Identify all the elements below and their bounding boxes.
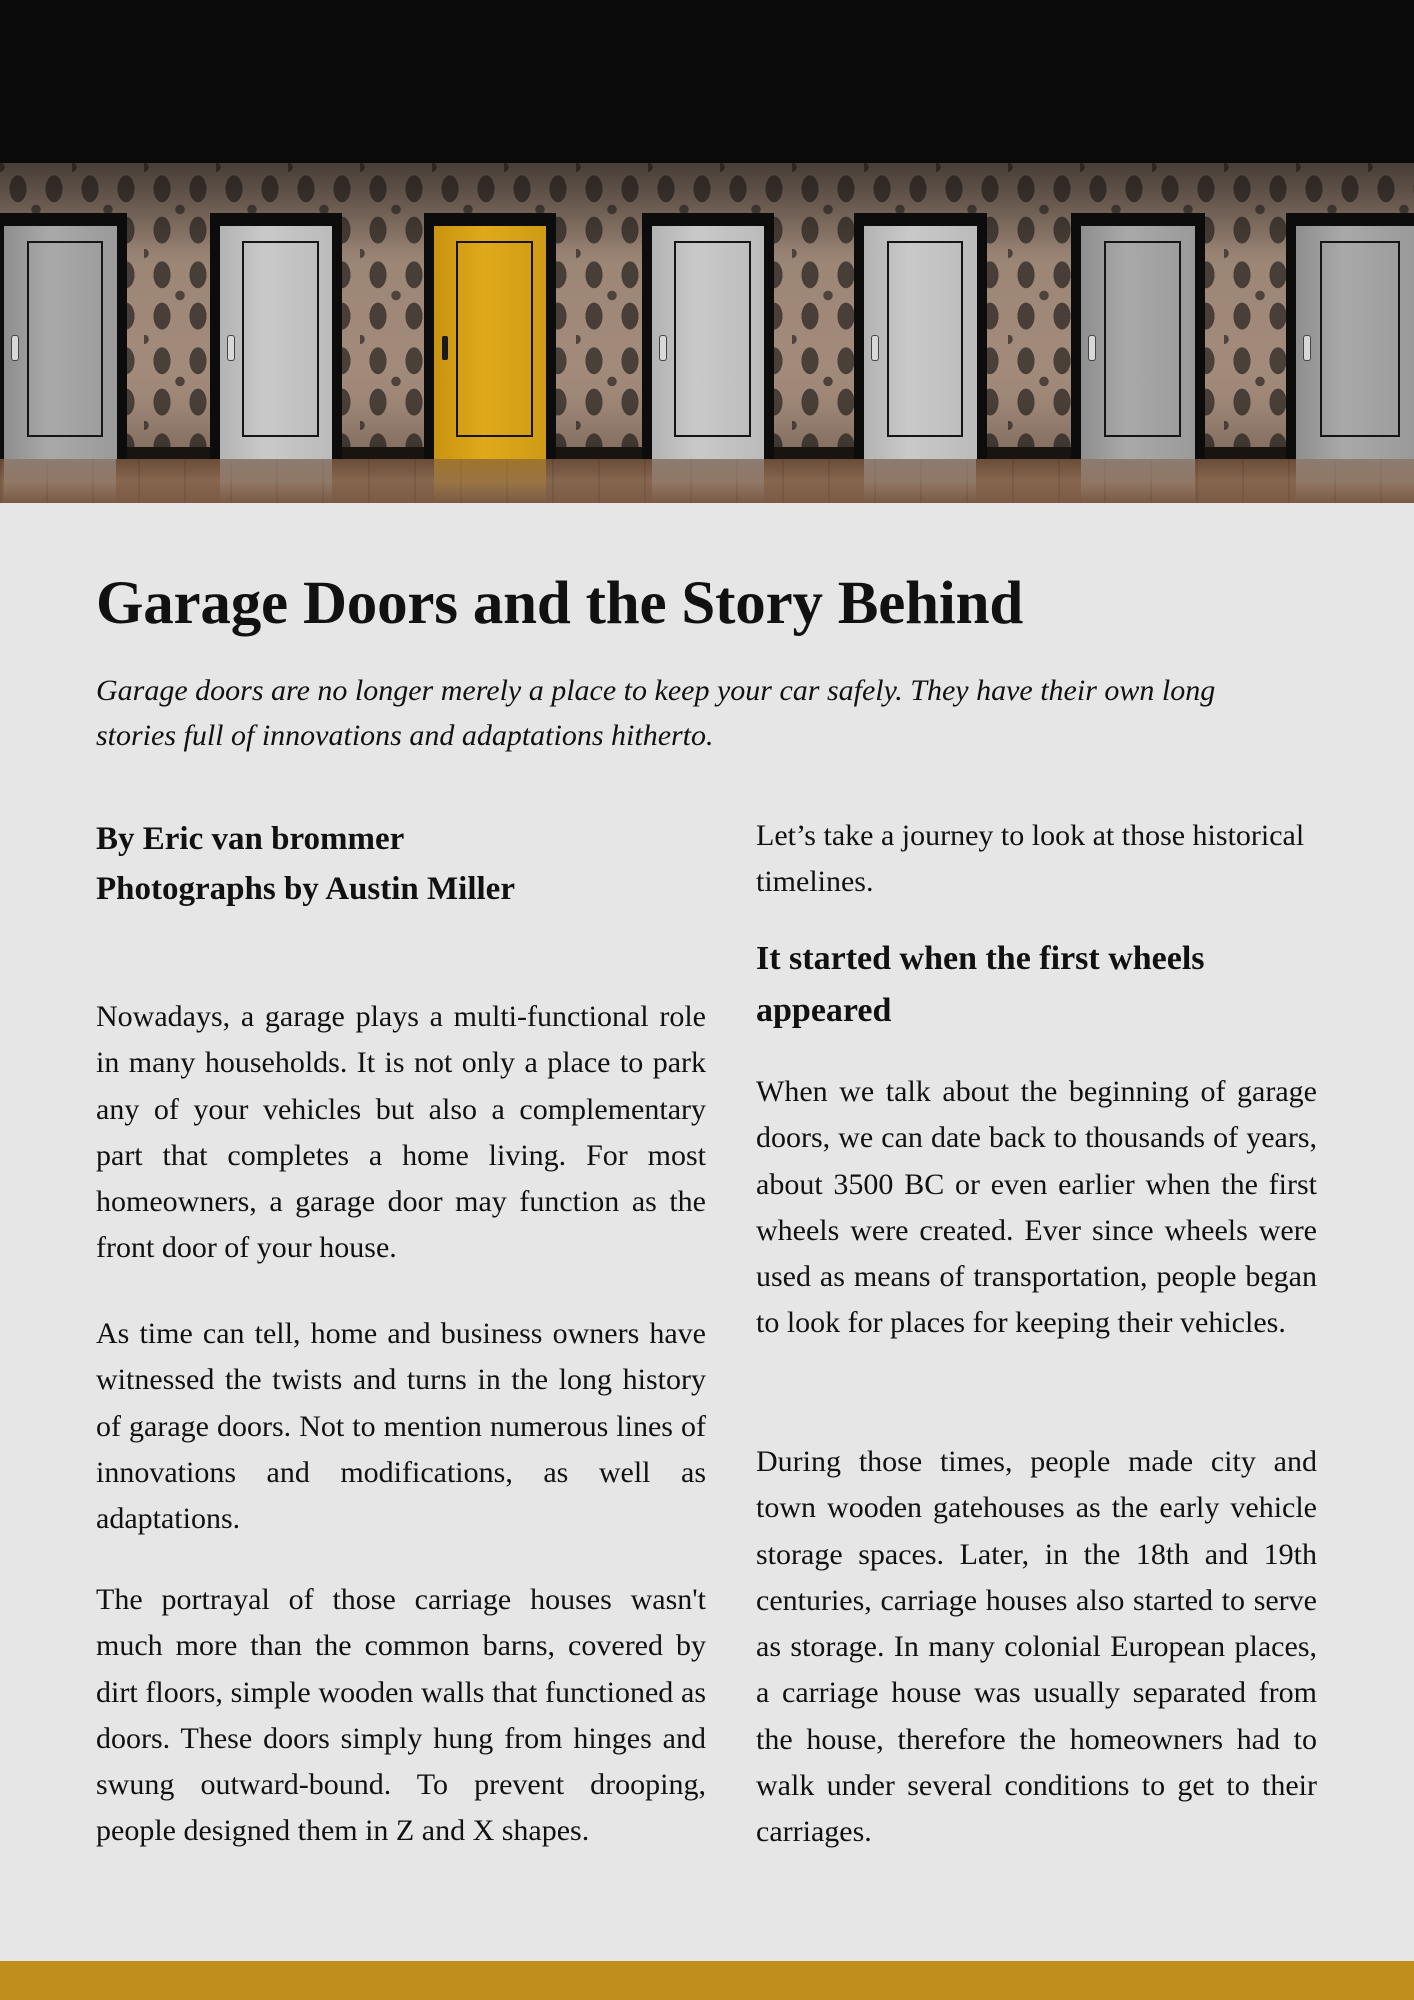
door-handle-icon xyxy=(872,336,878,360)
intro-sentence: Let’s take a journey to look at those historical timelines. xyxy=(756,819,1305,898)
hero-image xyxy=(0,163,1414,503)
section-heading: It started when the first wheels appeared xyxy=(756,940,1205,1029)
door-reflection xyxy=(652,459,764,503)
door-5 xyxy=(854,213,987,459)
door-7 xyxy=(1286,213,1414,459)
door-reflection xyxy=(434,459,546,503)
body-paragraph-4: When we talk about the beginning of garage doors, we can date back to thousands of years, about 3500 BC or even earlier when the first wheels were created. Ever since wheels were used as means of transportation, people began to look for places for keeping their vehicles. xyxy=(756,1075,1317,1340)
door-4 xyxy=(642,213,774,459)
door-1 xyxy=(0,213,127,459)
door-handle-icon xyxy=(442,336,448,360)
body-paragraph-3: The portrayal of those carriage houses wasn't much more than the common barns, covered by dirt floors, simple wooden walls that functioned as doors. These doors simply hung from hinges and swung outward-bound. To prevent drooping, people designed them in Z and X shapes. xyxy=(96,1583,706,1848)
footer-accent-bar xyxy=(0,1961,1414,2000)
door-handle-icon xyxy=(1304,336,1310,360)
door-handle-icon xyxy=(12,336,18,360)
door-handle-icon xyxy=(1089,336,1095,360)
door-handle-icon xyxy=(660,336,666,360)
byline xyxy=(96,814,515,914)
door-3-yellow xyxy=(424,213,556,459)
door-handle-icon xyxy=(228,336,234,360)
door-reflection xyxy=(864,459,976,503)
door-reflection xyxy=(1081,459,1195,503)
door-2 xyxy=(210,213,342,459)
hero-top-dark-band xyxy=(0,0,1414,163)
body-paragraph-5: During those times, people made city and town wooden gatehouses as the early vehicle storage spaces. Later, in the 18th and 19th centuries, carriage houses also started to serve as storage. In many colonial European places, a carriage house was usually separated from the house, therefore the homeowners had to walk under several conditions to get to their carriages. xyxy=(756,1445,1317,1849)
article-title: Garage Doors and the Story Behind xyxy=(96,570,1024,637)
door-reflection xyxy=(1296,459,1414,503)
door-reflection xyxy=(220,459,332,503)
door-reflection xyxy=(4,459,116,503)
body-paragraph-1: Nowadays, a garage plays a multi-functional role in many households. It is not only a place to park any of your vehicles but also a complementary part that completes a home living. For most homeowners, a garage door may function as the front door of your house. xyxy=(96,1000,706,1265)
byline-photographer: Photographs by Austin Miller xyxy=(96,871,515,907)
article-subtitle: Garage doors are no longer merely a place to keep your car safely. They have their own long stories full of innovations and adaptations hitherto. xyxy=(96,674,1216,752)
door-6 xyxy=(1071,213,1205,459)
body-paragraph-2: As time can tell, home and business owners have witnessed the twists and turns in the long history of garage doors. Not to mention numerous lines of innovations and modifications, as well as adaptations. xyxy=(96,1317,706,1536)
byline-author: By Eric van brommer xyxy=(96,821,405,857)
